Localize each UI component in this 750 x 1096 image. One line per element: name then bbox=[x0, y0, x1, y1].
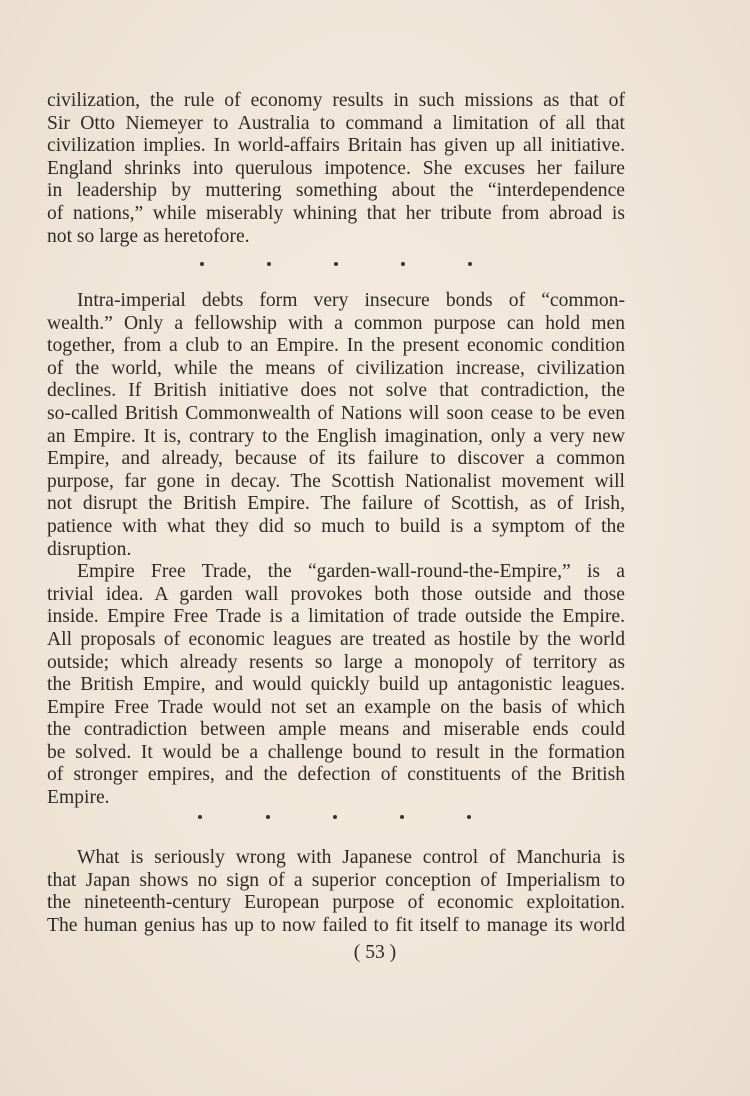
text-line: together, from a club to an Empire. In the present economic condition bbox=[47, 335, 625, 357]
text-line: Empire. bbox=[47, 787, 110, 809]
separator-dot bbox=[468, 262, 472, 266]
text-line: of the world, while the means of civilization increase, civilization bbox=[47, 357, 625, 379]
text-line: England shrinks into querulous impotence. She excuses her failure bbox=[47, 157, 625, 179]
text-line: the contradiction between ample means and miserable ends could bbox=[47, 719, 625, 741]
text-line: an Empire. It is, contrary to the English imagination, only a very new bbox=[47, 425, 625, 447]
section-separator bbox=[0, 815, 750, 827]
separator-dot bbox=[198, 815, 202, 819]
text-line: declines. If British initiative does not solve that contradiction, the bbox=[47, 380, 625, 402]
text-line: disruption. bbox=[47, 538, 132, 560]
separator-dot bbox=[267, 262, 271, 266]
text-line: inside. Empire Free Trade is a limitation of trade outside the Empire. bbox=[47, 606, 625, 628]
text-line: All proposals of economic leagues are treated as hostile by the world bbox=[47, 628, 625, 650]
text-line: What is seriously wrong with Japanese control of Manchuria is bbox=[77, 847, 625, 868]
text-line: patience with what they did so much to build is a symptom of the bbox=[47, 515, 625, 537]
separator-dot bbox=[401, 262, 405, 266]
text-line: not disrupt the British Empire. The failure of Scottish, as of Irish, bbox=[47, 493, 625, 515]
separator-dot bbox=[467, 815, 471, 819]
text-line: Sir Otto Niemeyer to Australia to command a limitation of all that bbox=[47, 112, 625, 134]
text-line: in leadership by muttering something about the “interdependence bbox=[47, 180, 625, 202]
separator-dot bbox=[333, 815, 337, 819]
separator-dot bbox=[334, 262, 338, 266]
text-line: civilization implies. In world-affairs Britain has given up all initiative. bbox=[47, 135, 625, 157]
text-line: of nations,” while miserably whining that her tribute from abroad is bbox=[47, 202, 625, 224]
text-line: civilization, the rule of economy results in such missions as that of bbox=[47, 90, 625, 111]
text-line: the nineteenth-century European purpose of economic exploitation. bbox=[47, 892, 625, 914]
text-line: purpose, far gone in decay. The Scottish Nationalist movement will bbox=[47, 470, 625, 492]
text-line: Intra-imperial debts form very insecure bonds of “common- bbox=[77, 290, 625, 311]
paragraph-2 bbox=[47, 290, 625, 810]
text-line: outside; which already resents so large a monopoly of territory as bbox=[47, 651, 625, 673]
text-line: Empire Free Trade would not set an example on the basis of which bbox=[47, 696, 625, 718]
text-line: The human genius has up to now failed to fit itself to manage its world bbox=[47, 914, 625, 936]
paragraph-4 bbox=[47, 847, 625, 937]
section-separator bbox=[0, 262, 750, 274]
separator-dot bbox=[400, 815, 404, 819]
text-line: not so large as heretofore. bbox=[47, 225, 250, 247]
text-line: wealth.” Only a fellowship with a common purpose can hold men bbox=[47, 312, 625, 334]
paragraph-1 bbox=[47, 90, 625, 248]
separator-dot bbox=[266, 815, 270, 819]
text-line: Empire, and already, because of its failure to discover a common bbox=[47, 448, 625, 470]
text-line: Empire Free Trade, the “garden-wall-round-the-Empire,” is a bbox=[77, 561, 625, 583]
text-line: be solved. It would be a challenge bound to result in the formation bbox=[47, 741, 625, 763]
text-line: that Japan shows no sign of a superior conception of Imperialism to bbox=[47, 869, 625, 891]
text-line: trivial idea. A garden wall provokes both those outside and those bbox=[47, 583, 625, 605]
separator-dot bbox=[200, 262, 204, 266]
text-line: so-called British Commonwealth of Nations will soon cease to be even bbox=[47, 402, 625, 424]
text-line: of stronger empires, and the defection of constituents of the British bbox=[47, 764, 625, 786]
text-line: the British Empire, and would quickly build up antagonistic leagues. bbox=[47, 674, 625, 696]
page-number: ( 53 ) bbox=[353, 942, 397, 963]
